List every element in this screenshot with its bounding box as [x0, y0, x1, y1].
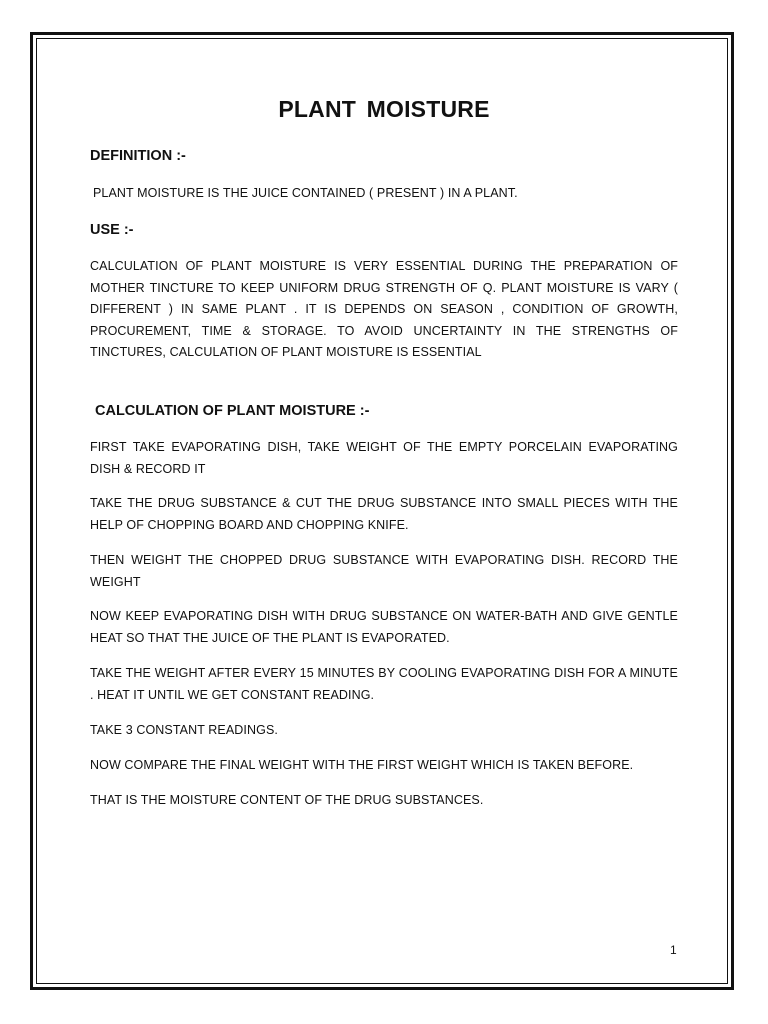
calculation-step: NOW KEEP EVAPORATING DISH WITH DRUG SUBSTANCE ON WATER-BATH AND GIVE GENTLE HEAT SO THAT THE JUICE OF THE PLANT IS EVAPORATED. — [90, 609, 678, 645]
calculation-step: FIRST TAKE EVAPORATING DISH, TAKE WEIGHT OF THE EMPTY PORCELAIN EVAPORATING DISH & RECORD IT — [90, 440, 678, 476]
calculation-step: THAT IS THE MOISTURE CONTENT OF THE DRUG SUBSTANCES. — [90, 793, 484, 807]
definition-text: PLANT MOISTURE IS THE JUICE CONTAINED ( PRESENT ) IN A PLANT. — [93, 186, 518, 200]
page-number: 1 — [670, 943, 677, 957]
document-title: PLANT MOISTURE — [278, 96, 490, 122]
use-heading: USE :- — [90, 222, 134, 238]
calculation-step: NOW COMPARE THE FINAL WEIGHT WITH THE FIRST WEIGHT WHICH IS TAKEN BEFORE. — [90, 758, 634, 772]
definition-heading: DEFINITION :- — [90, 148, 186, 164]
calculation-heading: CALCULATION OF PLANT MOISTURE :- — [95, 403, 370, 419]
calculation-step: TAKE 3 CONSTANT READINGS. — [90, 723, 278, 737]
calculation-step: TAKE THE DRUG SUBSTANCE & CUT THE DRUG SUBSTANCE INTO SMALL PIECES WITH THE HELP OF CHOPPING BOARD AND CHOPPING KNIFE. — [90, 496, 678, 532]
calculation-step: THEN WEIGHT THE CHOPPED DRUG SUBSTANCE WITH EVAPORATING DISH. RECORD THE WEIGHT — [90, 553, 678, 589]
use-text: CALCULATION OF PLANT MOISTURE IS VERY ESSENTIAL DURING THE PREPARATION OF MOTHER TINCTURE TO KEEP UNIFORM DRUG STRENGTH OF Q. PLANT MOISTURE IS VARY ( DIFFERENT ) IN SAME PLANT . IT IS DEPENDS ON SEASON , CONDITION OF GROWTH, PROCUREMENT, TIME & STORAGE. TO AVOID UNCERTAINTY IN THE STRENGTHS OF TINCTURES, CALCULATION OF PLANT MOISTURE IS ESSENTIAL — [90, 259, 678, 359]
calculation-step: TAKE THE WEIGHT AFTER EVERY 15 MINUTES BY COOLING EVAPORATING DISH FOR A MINUTE . HEAT IT UNTIL WE GET CONSTANT READING. — [90, 666, 678, 702]
